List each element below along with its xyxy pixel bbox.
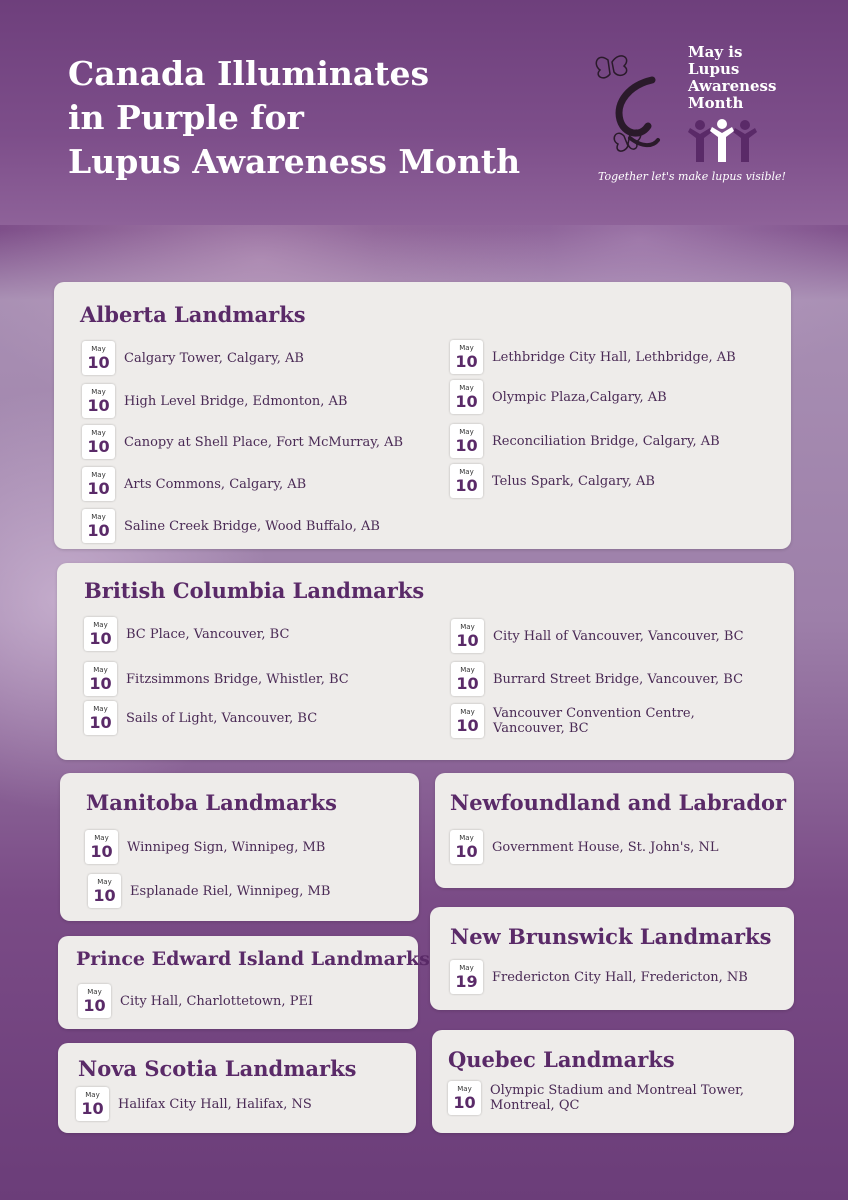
landmark-name: Esplanade Riel, Winnipeg, MB	[130, 883, 331, 899]
cal-day: 10	[455, 351, 478, 371]
landmark-line: Vancouver, BC	[493, 721, 589, 736]
cal-day: 10	[87, 395, 110, 415]
section-title: Newfoundland and Labrador	[450, 790, 787, 815]
manitoba-panel	[60, 773, 419, 921]
landmark-name: Lethbridge City Hall, Lethbridge, AB	[492, 349, 736, 365]
logo-line: Awareness	[688, 77, 777, 95]
header-banner	[0, 0, 848, 225]
landmark-entry	[450, 960, 748, 994]
logo-text	[688, 44, 776, 112]
landmark-entry	[88, 874, 330, 908]
landmark-entry	[448, 1081, 744, 1115]
landmark-name: Saline Creek Bridge, Wood Buffalo, AB	[124, 518, 380, 534]
landmark-name: Burrard Street Bridge, Vancouver, BC	[493, 671, 744, 687]
cal-month: May	[87, 987, 102, 996]
cal-day: 10	[89, 712, 112, 732]
cal-month: May	[93, 665, 108, 674]
cal-day: 10	[456, 715, 479, 735]
cal-day: 10	[83, 995, 106, 1015]
section-title: Nova Scotia Landmarks	[78, 1056, 357, 1081]
calendar-icon	[78, 984, 111, 1018]
cal-month: May	[459, 427, 474, 436]
cal-month: May	[91, 387, 106, 396]
landmark-line: Vancouver Convention Centre,	[493, 706, 695, 721]
cal-month: May	[459, 343, 474, 352]
cal-month: May	[93, 620, 108, 629]
cal-month: May	[457, 1084, 472, 1093]
cal-month: May	[91, 512, 106, 521]
cal-month: May	[85, 1090, 100, 1099]
calendar-icon	[88, 874, 121, 908]
cal-month: May	[91, 344, 106, 353]
landmark-entry	[82, 341, 304, 375]
calendar-icon	[76, 1087, 109, 1121]
landmark-entry	[451, 662, 743, 696]
landmark-name: Winnipeg Sign, Winnipeg, MB	[127, 839, 326, 855]
cal-day: 10	[455, 391, 478, 411]
cal-day: 10	[90, 841, 113, 861]
cal-month: May	[97, 877, 112, 886]
calendar-icon	[451, 619, 484, 653]
cal-day: 10	[87, 478, 110, 498]
cal-day: 10	[455, 475, 478, 495]
calendar-icon	[450, 960, 483, 994]
landmark-name: Arts Commons, Calgary, AB	[124, 476, 307, 492]
landmark-name: Fredericton City Hall, Fredericton, NB	[492, 969, 748, 985]
calendar-icon	[450, 340, 483, 374]
cal-day: 10	[87, 436, 110, 456]
landmark-line: Montreal, QC	[490, 1098, 580, 1113]
landmark-name: City Hall, Charlottetown, PEI	[120, 993, 314, 1009]
landmark-line: Olympic Stadium and Montreal Tower,	[490, 1083, 745, 1098]
section-title: Manitoba Landmarks	[86, 790, 337, 815]
calendar-icon	[85, 830, 118, 864]
landmark-name: High Level Bridge, Edmonton, AB	[124, 393, 348, 409]
cal-month: May	[459, 963, 474, 972]
landmark-entry	[451, 704, 695, 738]
calendar-icon	[450, 424, 483, 458]
landmark-entry	[84, 617, 289, 651]
landmark-entry	[450, 380, 667, 414]
cal-month: May	[459, 833, 474, 842]
landmark-entry	[82, 425, 403, 459]
cal-day: 10	[89, 628, 112, 648]
cal-day: 10	[93, 885, 116, 905]
landmark-entry	[84, 662, 349, 696]
landmark-entry	[84, 701, 317, 735]
cal-month: May	[460, 622, 475, 631]
cal-day: 10	[89, 673, 112, 693]
cal-month: May	[91, 428, 106, 437]
landmark-name: BC Place, Vancouver, BC	[126, 626, 290, 642]
calendar-icon	[450, 380, 483, 414]
newfoundland-panel	[435, 773, 794, 888]
calendar-icon	[82, 341, 115, 375]
pei-panel	[58, 936, 430, 1029]
landmark-name: City Hall of Vancouver, Vancouver, BC	[493, 628, 744, 644]
calendar-icon	[82, 384, 115, 418]
section-title: Alberta Landmarks	[80, 302, 306, 327]
logo-line: Month	[688, 94, 744, 112]
calendar-icon	[84, 617, 117, 651]
new-brunswick-panel	[430, 907, 794, 1010]
cal-month: May	[459, 467, 474, 476]
landmark-name: Fitzsimmons Bridge, Whistler, BC	[126, 671, 349, 687]
cal-month: May	[93, 704, 108, 713]
title-line: in Purple for	[68, 98, 304, 137]
cal-day: 19	[455, 971, 478, 991]
landmark-name: Olympic Plaza,Calgary, AB	[492, 389, 667, 405]
section-title: Prince Edward Island Landmarks	[76, 948, 430, 970]
calendar-icon	[82, 425, 115, 459]
landmark-name: Canopy at Shell Place, Fort McMurray, AB	[124, 434, 404, 450]
landmark-entry	[450, 424, 720, 458]
calendar-icon	[82, 509, 115, 543]
calendar-icon	[451, 704, 484, 738]
page-title	[68, 52, 520, 184]
landmark-name: Halifax City Hall, Halifax, NS	[118, 1096, 312, 1112]
calendar-icon	[450, 830, 483, 864]
landmark-entry	[76, 1087, 312, 1121]
landmark-entry	[78, 984, 313, 1018]
calendar-icon	[84, 662, 117, 696]
landmark-entry	[82, 384, 347, 418]
section-title: Quebec Landmarks	[448, 1047, 675, 1072]
cal-month: May	[94, 833, 109, 842]
cal-day: 10	[455, 841, 478, 861]
cal-day: 10	[456, 673, 479, 693]
title-line: Canada Illuminates	[68, 54, 430, 93]
landmark-name	[493, 706, 695, 736]
lupus-awareness-logo	[590, 40, 800, 190]
landmark-entry	[82, 509, 380, 543]
cal-day: 10	[81, 1098, 104, 1118]
cal-day: 10	[455, 435, 478, 455]
landmark-name	[490, 1083, 744, 1113]
cal-month: May	[460, 665, 475, 674]
quebec-panel	[432, 1030, 794, 1133]
cal-day: 10	[87, 520, 110, 540]
title-line: Lupus Awareness Month	[68, 142, 521, 181]
landmark-entry	[450, 464, 655, 498]
landmark-entry	[450, 340, 736, 374]
calendar-icon	[82, 467, 115, 501]
nova-scotia-panel	[58, 1043, 416, 1133]
landmark-name: Sails of Light, Vancouver, BC	[126, 710, 318, 726]
section-title: New Brunswick Landmarks	[450, 924, 772, 949]
alberta-panel	[54, 282, 791, 549]
landmark-name: Reconciliation Bridge, Calgary, AB	[492, 433, 720, 449]
tagline: Together let's make lupus visible!	[598, 170, 786, 183]
logo-line: Lupus	[688, 60, 740, 78]
landmark-entry	[450, 830, 718, 864]
landmark-name: Government House, St. John's, NL	[492, 839, 719, 855]
landmark-entry	[82, 467, 306, 501]
section-title: British Columbia Landmarks	[84, 578, 425, 603]
calendar-icon	[450, 464, 483, 498]
calendar-icon	[451, 662, 484, 696]
cal-day: 10	[87, 352, 110, 372]
cal-month: May	[459, 383, 474, 392]
cal-month: May	[460, 707, 475, 716]
cal-month: May	[91, 470, 106, 479]
cal-day: 10	[453, 1092, 476, 1112]
british-columbia-panel	[57, 563, 794, 760]
landmark-entry	[451, 619, 744, 653]
landmark-entry	[85, 830, 325, 864]
logo-line: May is	[688, 43, 743, 61]
landmark-name: Calgary Tower, Calgary, AB	[124, 350, 304, 366]
calendar-icon	[84, 701, 117, 735]
cal-day: 10	[456, 630, 479, 650]
landmark-name: Telus Spark, Calgary, AB	[492, 473, 655, 489]
calendar-icon	[448, 1081, 481, 1115]
